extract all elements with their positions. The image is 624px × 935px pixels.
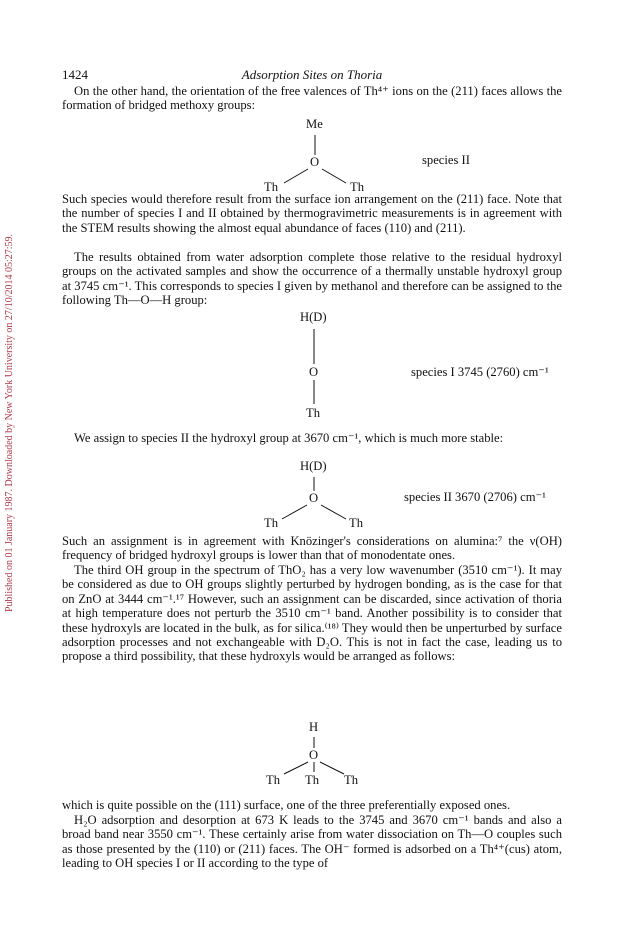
atom-th-left: Th bbox=[266, 773, 280, 787]
atom-th-left: Th bbox=[264, 180, 278, 194]
paragraph-1: On the other hand, the orientation of the free valences of Th⁴⁺ ions on the (211) faces allows the formation of bridged methoxy groups: bbox=[62, 84, 562, 113]
atom-o: O bbox=[309, 748, 319, 762]
download-watermark bbox=[0, 0, 24, 935]
download-notice: Published on 01 January 1987. Downloaded by New York University on 27/10/2014 05:27:59. bbox=[4, 233, 15, 612]
paragraph-7: which is quite possible on the (111) surface, one of the three preferentially exposed ones. bbox=[62, 798, 511, 812]
paragraph-6: The third OH group in the spectrum of ThO₂ has a very low wavenumber (3510 cm⁻¹). It may be considered as due to OH groups slightly perturbed by hydrogen bonding, as is the case for that on ZnO at 3444 cm⁻¹.¹⁷ However, such an assignment can be discarded, since activation of thoria at high temperature does not perturb the 3510 cm⁻¹ band. Another possibility is to consider that these hydroxyls are located in the bulk, as for silica.⁽¹⁸⁾ They would then be unperturbed by surface adsorption processes and not exchangeable with D₂O. This is not in fact the case, leading us to propose a third possibility, that these hydroxyls would be arranged as follows: bbox=[62, 563, 562, 664]
atom-o: O bbox=[310, 155, 320, 169]
paragraph-2: Such species would therefore result from the surface ion arrangement on the (211) face. Note that the number of species I and II obtained by thermogravimetric measurements is in agreement with the STEM results showing the almost equal abundance of faces (110) and (211). bbox=[62, 192, 562, 235]
atom-th: Th bbox=[306, 406, 320, 420]
atom-h-d: H(D) bbox=[300, 459, 327, 473]
atom-o: O bbox=[309, 491, 319, 505]
atom-h-d: H(D) bbox=[300, 310, 327, 324]
atom-h: H bbox=[309, 720, 319, 734]
species-label-3: species II 3670 (2706) cm⁻¹ bbox=[404, 490, 546, 504]
species-label-2: species I 3745 (2760) cm⁻¹ bbox=[411, 365, 549, 379]
species-label-1: species II bbox=[422, 153, 470, 167]
paragraph-8: H₂O adsorption and desorption at 673 K leads to the 3745 and 3670 cm⁻¹ bands and also a broad band near 3550 cm⁻¹. These certainly arise from water dissociation on Th—O couples such as those presented by the (110) or (211) faces. The OH⁻ formed is adsorbed on a Th⁴⁺(cus) atom, leading to OH species I or II according to the type of bbox=[62, 813, 562, 871]
structure-bonds-3 bbox=[270, 459, 390, 539]
paragraph-3: The results obtained from water adsorption complete those relative to the residual hydroxyl groups on the activated samples and show the occurrence of a thermally unstable hydroxyl group at 3745 cm⁻¹. This corresponds to species I given by methanol and therefore can be assigned to the following Th—O—H group: bbox=[62, 250, 562, 308]
atom-me: Me bbox=[306, 117, 323, 131]
structure-diagram-3 bbox=[264, 459, 562, 539]
structure-bonds-4 bbox=[270, 720, 390, 790]
paragraph-5: Such an assignment is in agreement with Knözinger's considerations on alumina:⁷ the ν(OH) frequency of bridged hydroxyl groups is lower than that of monodentate ones. bbox=[62, 534, 562, 563]
atom-th-middle: Th bbox=[305, 773, 319, 787]
atom-th-right: Th bbox=[349, 516, 363, 530]
paragraph-4: We assign to species II the hydroxyl group at 3670 cm⁻¹, which is much more stable: bbox=[74, 431, 504, 445]
atom-th-right: Th bbox=[350, 180, 364, 194]
page-number: 1424 bbox=[62, 67, 88, 82]
atom-o: O bbox=[309, 365, 319, 379]
structure-diagram-1 bbox=[262, 117, 562, 197]
atom-th-left: Th bbox=[264, 516, 278, 530]
page-header bbox=[62, 67, 562, 83]
structure-diagram-4 bbox=[266, 720, 420, 790]
atom-th-right: Th bbox=[344, 773, 358, 787]
structure-diagram-2 bbox=[300, 310, 562, 420]
running-title: Adsorption Sites on Thoria bbox=[241, 67, 383, 82]
